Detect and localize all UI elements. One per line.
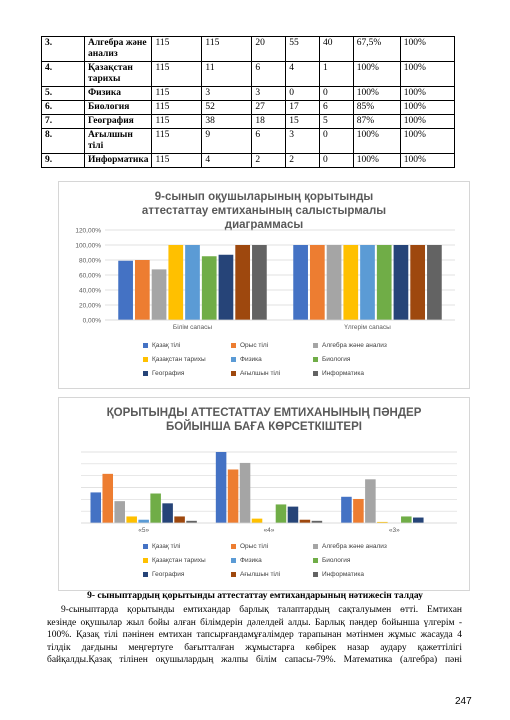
- table-cell-c3: 18: [252, 115, 286, 129]
- table-cell-c3: 20: [252, 37, 286, 62]
- paragraph-line: 9-сыныптарда қорытынды емтихандар барлық талаптардың сақталуымен өтті. Емтихан: [61, 605, 462, 615]
- bar: [150, 494, 161, 523]
- bar: [300, 520, 311, 523]
- table-row: [42, 115, 455, 129]
- bar: [168, 245, 183, 320]
- legend-swatch: [313, 544, 318, 549]
- table-cell-quality: 100%: [353, 87, 400, 101]
- table-cell-c4: 0: [286, 87, 320, 101]
- bar: [138, 520, 149, 523]
- bar: [327, 245, 342, 320]
- table-cell-success: 100%: [400, 115, 454, 129]
- x-tick-label: «3»: [388, 527, 400, 534]
- legend-item: [313, 543, 387, 550]
- table-cell-c2: 4: [202, 154, 252, 168]
- legend-swatch: [143, 544, 148, 549]
- table-cell-c1: 115: [152, 129, 202, 154]
- table-cell-num: 9.: [42, 154, 85, 168]
- legend-swatch: [143, 371, 148, 376]
- legend-item: [143, 571, 184, 578]
- legend-item: [143, 543, 180, 550]
- table-cell-success: 100%: [400, 129, 454, 154]
- legend-item: [143, 356, 206, 363]
- y-tick-label: 40,00%: [78, 287, 101, 295]
- table-cell-c3: 6: [252, 129, 286, 154]
- bar: [152, 269, 167, 320]
- legend-item: [231, 370, 280, 377]
- table-cell-success: 100%: [400, 37, 454, 62]
- table-cell-c5: 5: [319, 115, 353, 129]
- table-cell-num: 6.: [42, 101, 85, 115]
- table-cell-c2: 9: [202, 129, 252, 154]
- table-cell-subject: Ағылшын тілі: [84, 129, 151, 154]
- bar: [293, 245, 308, 320]
- table-cell-success: 100%: [400, 87, 454, 101]
- bar: [401, 516, 412, 523]
- bar: [353, 499, 364, 523]
- table-cell-c5: 6: [319, 101, 353, 115]
- legend-label: Физика: [240, 356, 262, 363]
- table-cell-num: 7.: [42, 115, 85, 129]
- legend-swatch: [313, 371, 318, 376]
- y-tick-label: 60,00%: [78, 272, 101, 280]
- table-cell-c1: 115: [152, 37, 202, 62]
- comparison-chart: [58, 181, 470, 389]
- bar: [252, 245, 267, 320]
- legend-item: [313, 370, 364, 377]
- legend-item: [231, 342, 268, 349]
- table-cell-c5: 0: [319, 154, 353, 168]
- table-cell-c2: 3: [202, 87, 252, 101]
- legend-swatch: [313, 572, 318, 577]
- bar: [365, 479, 376, 523]
- chart1-title: 9-сынып оқушыларының қорытынды аттестаттау емтиханының салыстырмалы диаграммасы: [141, 191, 387, 231]
- bar: [343, 245, 358, 320]
- y-tick-label: 80,00%: [78, 257, 101, 265]
- legend-item: [313, 571, 364, 578]
- table-cell-c4: 15: [286, 115, 320, 129]
- chart2-title: ҚОРЫТЫНДЫ АТТЕСТАТТАУ ЕМТИХАНЫНЫҢ ПӘНДЕР БОЙЫНША БАҒА КӨРСЕТКІШТЕРІ: [106, 407, 422, 433]
- table-cell-c3: 2: [252, 154, 286, 168]
- table-row: [42, 101, 455, 115]
- x-tick-label: «5»: [138, 527, 150, 534]
- analysis-paragraph: [47, 604, 462, 667]
- legend-swatch: [143, 572, 148, 577]
- legend-swatch: [313, 357, 318, 362]
- table-cell-quality: 100%: [353, 62, 400, 87]
- legend-label: Алгебра және анализ: [322, 342, 387, 349]
- chart2-legend: [59, 543, 469, 585]
- bar: [276, 504, 287, 523]
- grades-chart: [58, 397, 470, 591]
- paragraph-line: кезінде оқушылар жыл бойы алған білімдерін дәлелдей алды. Барлық пәндер бойынша үлгерім -: [47, 617, 462, 628]
- x-tick-label: Үлгерім сапасы: [344, 324, 391, 331]
- bar: [413, 518, 424, 523]
- bar: [162, 503, 173, 523]
- bar: [219, 255, 234, 320]
- legend-item: [313, 356, 350, 363]
- table-cell-c4: 55: [286, 37, 320, 62]
- legend-label: Қазақстан тарихы: [152, 356, 206, 363]
- legend-swatch: [231, 371, 236, 376]
- table-cell-c5: 0: [319, 129, 353, 154]
- bar: [174, 516, 185, 523]
- table-cell-quality: 67,5%: [353, 37, 400, 62]
- table-cell-quality: 87%: [353, 115, 400, 129]
- table-cell-success: 100%: [400, 62, 454, 87]
- table-cell-c3: 3: [252, 87, 286, 101]
- legend-label: Ағылшын тілі: [240, 571, 281, 578]
- legend-item: [231, 571, 280, 578]
- table-cell-success: 100%: [400, 154, 454, 168]
- legend-swatch: [313, 558, 318, 563]
- results-table: [41, 36, 455, 168]
- table-cell-c5: 0: [319, 87, 353, 101]
- table-row: [42, 62, 455, 87]
- legend-label: Қазақстан тарихы: [152, 557, 206, 564]
- x-tick-label: Білім сапасы: [172, 324, 213, 331]
- table-cell-c4: 3: [286, 129, 320, 154]
- bar: [118, 261, 133, 320]
- table-cell-num: 3.: [42, 37, 85, 62]
- legend-label: Ағылшын тілі: [240, 370, 281, 377]
- legend-swatch: [143, 343, 148, 348]
- table-cell-c2: 52: [202, 101, 252, 115]
- legend-swatch: [231, 544, 236, 549]
- legend-swatch: [313, 343, 318, 348]
- legend-item: [313, 557, 350, 564]
- table-cell-c4: 17: [286, 101, 320, 115]
- bar: [427, 245, 442, 320]
- y-tick-label: 100,00%: [75, 242, 101, 250]
- bar: [310, 245, 325, 320]
- paragraph-line: 100%. Қазақ тілі пәнінен емтихан тапсырғандамұғалімдер тарапынан мәтінмен жұмыс жасауда 4: [47, 630, 462, 641]
- y-tick-label: 0,00%: [82, 317, 101, 325]
- table-cell-success: 100%: [400, 101, 454, 115]
- bar: [126, 516, 137, 523]
- legend-item: [143, 342, 180, 349]
- legend-swatch: [231, 558, 236, 563]
- legend-label: Биология: [322, 557, 351, 564]
- legend-label: Информатика: [322, 571, 364, 578]
- table-cell-subject: Алгебра және анализ: [84, 37, 151, 62]
- table-cell-num: 5.: [42, 87, 85, 101]
- bar: [288, 507, 299, 523]
- paragraph-line: байқалды.Қазақ тілінен оқушылардың жалпы білім сапасы-79%. Математика (алгебра) пәні: [47, 655, 462, 666]
- chart1-legend: [59, 342, 469, 384]
- bar: [252, 519, 263, 523]
- legend-swatch: [143, 357, 148, 362]
- table-cell-quality: 100%: [353, 154, 400, 168]
- table-row: [42, 37, 455, 62]
- legend-swatch: [231, 343, 236, 348]
- table-cell-subject: Биология: [84, 101, 151, 115]
- bar: [377, 245, 392, 320]
- legend-swatch: [143, 558, 148, 563]
- table-cell-c1: 115: [152, 87, 202, 101]
- legend-item: [231, 356, 262, 363]
- bar: [202, 256, 217, 320]
- bar: [114, 501, 125, 523]
- bar: [135, 260, 150, 320]
- table-cell-c4: 2: [286, 154, 320, 168]
- legend-label: Орыс тілі: [240, 543, 269, 550]
- table-cell-c4: 4: [286, 62, 320, 87]
- bar: [90, 492, 101, 523]
- legend-item: [231, 543, 268, 550]
- legend-item: [143, 557, 206, 564]
- table-cell-c2: 38: [202, 115, 252, 129]
- legend-label: Орыс тілі: [240, 342, 269, 349]
- legend-swatch: [231, 357, 236, 362]
- x-tick-label: «4»: [263, 527, 275, 534]
- bar: [235, 245, 250, 320]
- legend-label: Қазақ тілі: [152, 543, 181, 550]
- table-cell-quality: 100%: [353, 129, 400, 154]
- table-cell-c2: 11: [202, 62, 252, 87]
- table-cell-c1: 115: [152, 101, 202, 115]
- legend-item: [313, 342, 387, 349]
- table-cell-c3: 27: [252, 101, 286, 115]
- bar: [228, 469, 239, 523]
- table-cell-subject: Қазақстан тарихы: [84, 62, 151, 87]
- bar: [240, 463, 251, 523]
- bar: [341, 497, 352, 523]
- table-cell-c5: 1: [319, 62, 353, 87]
- table-cell-num: 8.: [42, 129, 85, 154]
- table-cell-subject: Информатика: [84, 154, 151, 168]
- table-cell-subject: Физика: [84, 87, 151, 101]
- table-row: [42, 154, 455, 168]
- legend-label: Биология: [322, 356, 351, 363]
- y-tick-label: 120,00%: [75, 227, 101, 235]
- table-cell-num: 4.: [42, 62, 85, 87]
- bar: [216, 452, 227, 523]
- bar: [185, 245, 200, 320]
- legend-swatch: [231, 572, 236, 577]
- table-cell-c5: 40: [319, 37, 353, 62]
- section-title: 9- сыныптардың қорытынды аттестаттау емтихандарының нәтижесін талдау: [87, 591, 423, 601]
- bar: [360, 245, 375, 320]
- legend-label: География: [152, 370, 185, 377]
- table-row: [42, 129, 455, 154]
- bar: [102, 474, 113, 523]
- table-cell-c2: 115: [202, 37, 252, 62]
- table-cell-c1: 115: [152, 62, 202, 87]
- legend-item: [143, 370, 184, 377]
- table-cell-c1: 115: [152, 115, 202, 129]
- legend-label: Қазақ тілі: [152, 342, 181, 349]
- table-cell-c1: 115: [152, 154, 202, 168]
- page-number: 247: [455, 696, 472, 707]
- paragraph-line: тілдік дағдыны меңгертуге бағытталған жұмыстарға көбірек назар аудару қажеттілігі: [47, 642, 462, 653]
- y-tick-label: 20,00%: [78, 302, 101, 310]
- legend-label: Физика: [240, 557, 262, 564]
- legend-label: Алгебра және анализ: [322, 543, 387, 550]
- bar: [394, 245, 409, 320]
- bar: [410, 245, 425, 320]
- legend-label: Информатика: [322, 370, 364, 377]
- legend-item: [231, 557, 262, 564]
- table-cell-subject: География: [84, 115, 151, 129]
- table-row: [42, 87, 455, 101]
- table-cell-c3: 6: [252, 62, 286, 87]
- table-cell-quality: 85%: [353, 101, 400, 115]
- legend-label: География: [152, 571, 185, 578]
